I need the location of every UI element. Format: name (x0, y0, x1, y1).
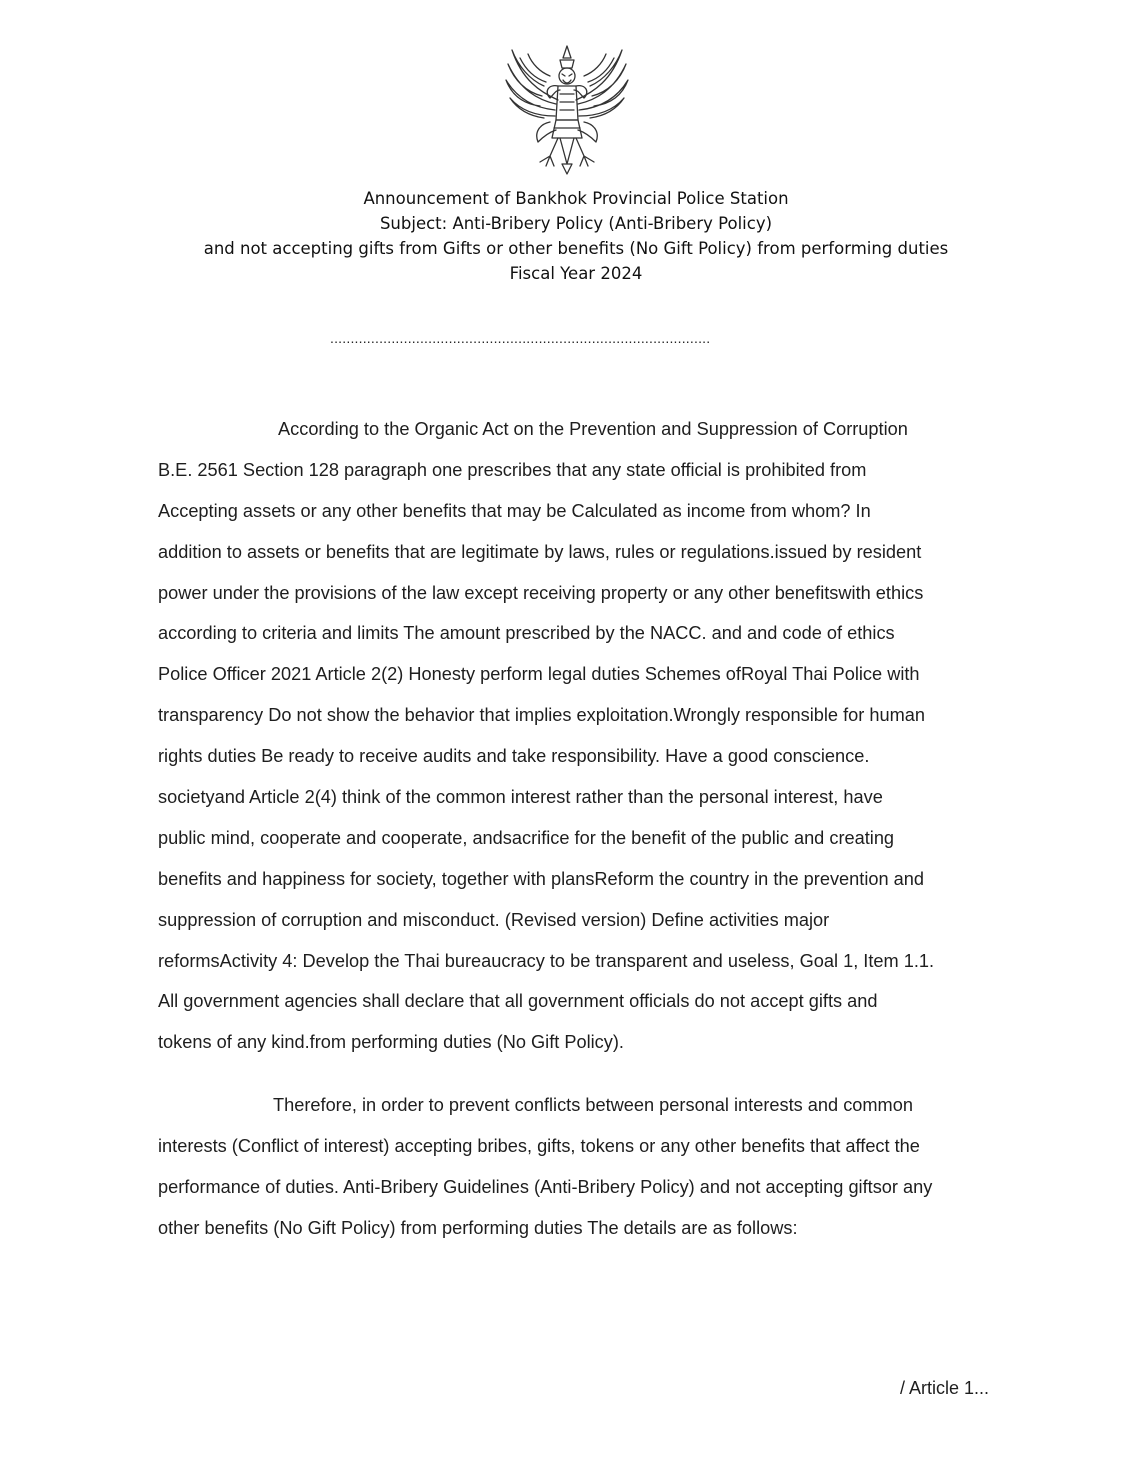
header-subject: Subject: Anti-Bribery Policy (Anti-Bribery Policy) (379, 214, 773, 233)
paragraph-2-line: other benefits (No Gift Policy) from performing duties The details are as follows: (158, 1217, 798, 1238)
paragraph-1-line: addition to assets or benefits that are legitimate by laws, rules or regulations.issued by resident (158, 541, 922, 562)
paragraph-1-line: suppression of corruption and misconduct. (Revised version) Define activities major (158, 909, 830, 930)
garuda-emblem-icon (500, 40, 634, 180)
paragraph-1-line: rights duties Be ready to receive audits and take responsibility. Have a good conscience. (158, 746, 870, 767)
paragraph-1-line: public mind, cooperate and cooperate, andsacrifice for the benefit of the public and creating (158, 827, 895, 848)
header-fiscal-year: Fiscal Year 2024 (509, 264, 643, 283)
paragraph-1-line: Police Officer 2021 Article 2(2) Honesty perform legal duties Schemes ofRoyal Thai Police with (158, 664, 920, 685)
page-continuation-note: / Article 1... (900, 1378, 990, 1398)
paragraph-2-line: performance of duties. Anti-Bribery Guidelines (Anti-Bribery Policy) and not accepting giftsor any (158, 1176, 933, 1197)
paragraph-1-line: according to criteria and limits The amount prescribed by the NACC. and and code of ethics (158, 623, 895, 644)
paragraph-1-line: power under the provisions of the law except receiving property or any other benefitswith ethics (158, 582, 924, 603)
paragraph-1-line: According to the Organic Act on the Prevention and Suppression of Corruption (278, 419, 908, 439)
paragraph-1 (158, 409, 1008, 1063)
header-title: Announcement of Bankhok Provincial Police Station (363, 189, 789, 208)
paragraph-1-line: transparency Do not show the behavior that implies exploitation.Wrongly responsible for human (158, 705, 925, 726)
header-subject-continued: and not accepting gifts from Gifts or other benefits (No Gift Policy) from performing duties (203, 239, 949, 258)
paragraph-1-line: All government agencies shall declare that all government officials do not accept gifts and (158, 991, 878, 1012)
paragraph-1-line: tokens of any kind.from performing duties (No Gift Policy). (158, 1032, 624, 1053)
paragraph-2 (158, 1085, 1008, 1249)
dotted-separator: ............................................................................................. (330, 330, 711, 346)
paragraph-2-line: interests (Conflict of interest) accepting bribes, gifts, tokens or any other benefits that affect the (158, 1135, 920, 1156)
paragraph-1-line: reformsActivity 4: Develop the Thai bureaucracy to be transparent and useless, Goal 1, Item 1.1. (158, 950, 935, 971)
paragraph-2-line: Therefore, in order to prevent conflicts between personal interests and common (273, 1095, 913, 1115)
paragraph-1-line: benefits and happiness for society, together with plansReform the country in the prevention and (158, 868, 925, 889)
announcement-header (100, 186, 1052, 286)
paragraph-1-line: societyand Article 2(4) think of the common interest rather than the personal interest, have (158, 787, 883, 808)
paragraph-1-line: B.E. 2561 Section 128 paragraph one prescribes that any state official is prohibited from (158, 459, 867, 480)
paragraph-1-line: Accepting assets or any other benefits that may be Calculated as income from whom? In (158, 500, 871, 521)
